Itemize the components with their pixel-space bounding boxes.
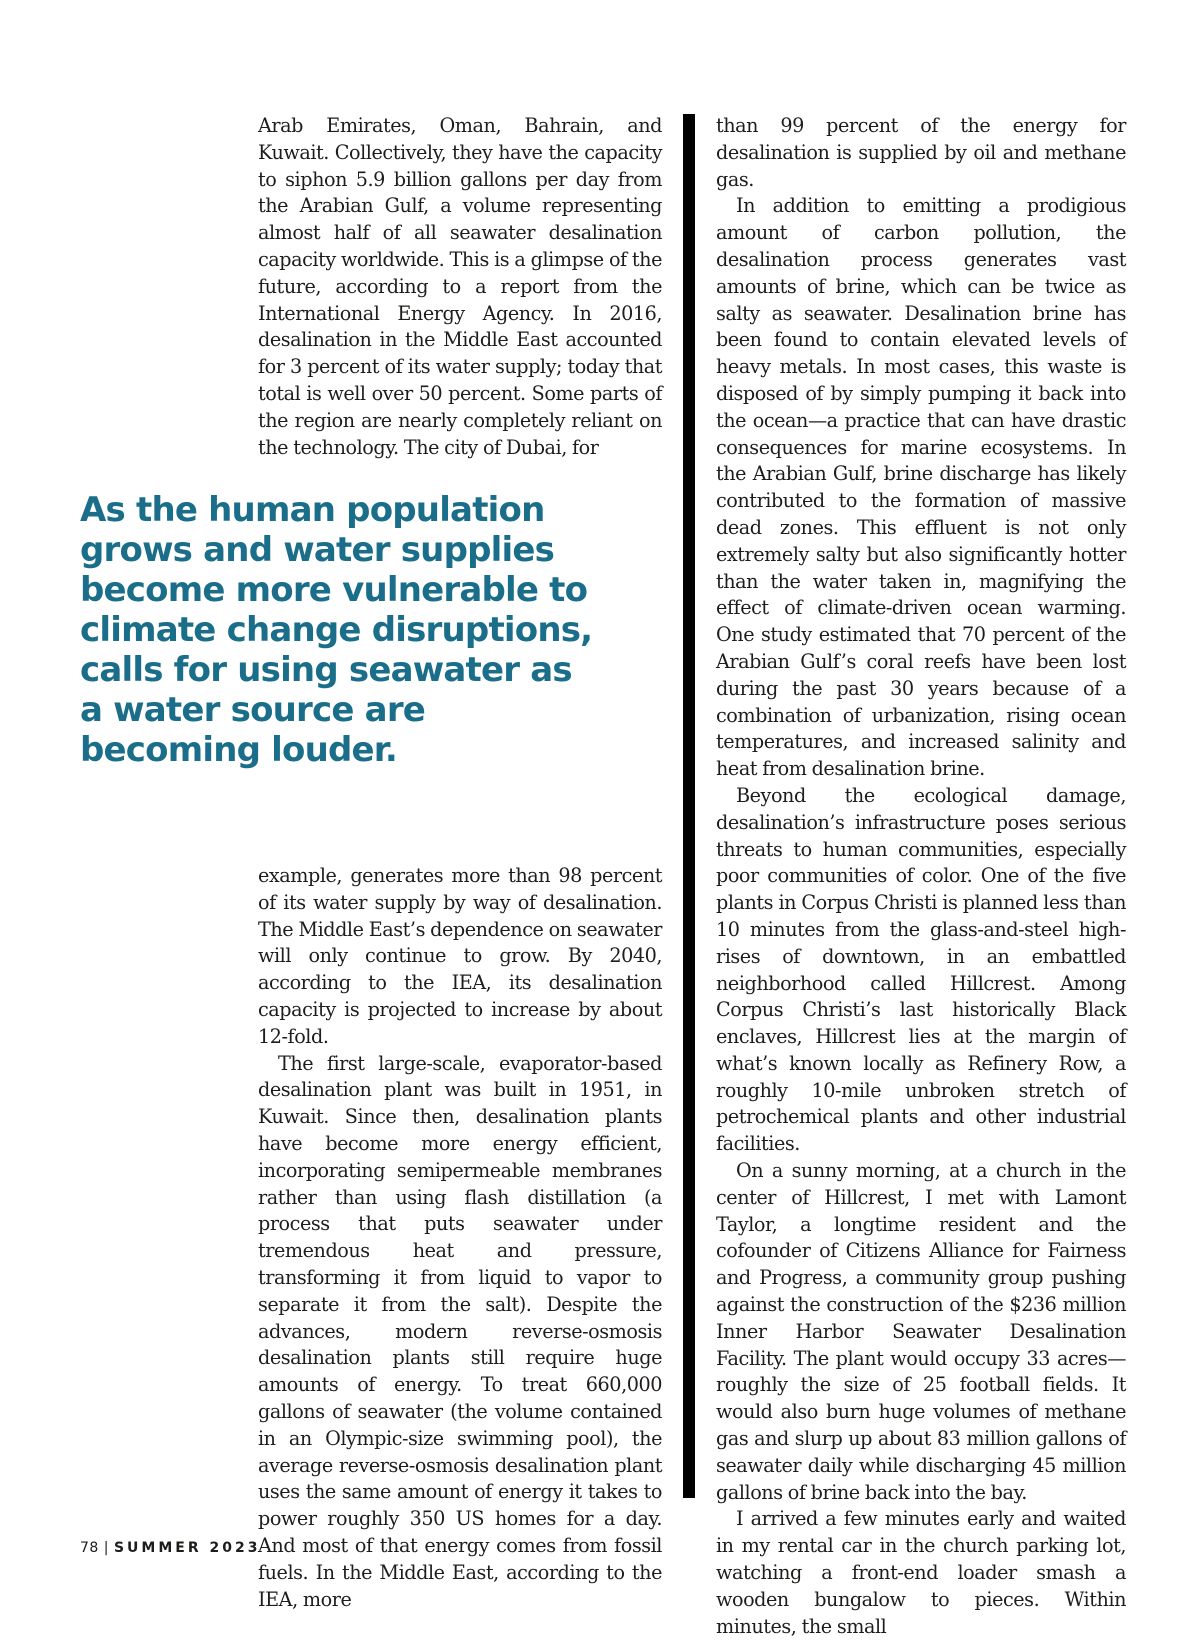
column-divider-rule [683, 114, 695, 1498]
article-column-right [716, 113, 1126, 1640]
paragraph: I arrived a few minutes early and waited in my rental car in the church parking lot, watching a front-end loader smash a wooden bungalow to pieces. Within minutes, the small [716, 1507, 1126, 1638]
page-footer [80, 1540, 260, 1556]
pull-quote: As the human population grows and water supplies become more vulnerable to climate change disruptions, calls for using seawater as a water source are becoming louder. [80, 490, 593, 770]
page-number: 78 [80, 1540, 99, 1556]
article-column-left-top [258, 113, 662, 461]
paragraph: Beyond the ecological damage, desalination’s infrastructure poses serious threats to human communities, especially poor communities of color. One of the five plants in Corpus Christi is planned less than 10 minutes from the glass-and-steel high-rises of downtown, in an embattled neighborhood called Hillcrest. Among Corpus Christi’s last historically Black enclaves, Hillcrest lies at the margin of what’s known locally as Refinery Row, a roughly 10-mile unbroken stretch of petrochemical plants and other industrial facilities. [716, 783, 1126, 1156]
paragraph: In addition to emitting a prodigious amount of carbon pollution, the desalination process generates vast amounts of brine, which can be twice as salty as seawater. Desalination brine has been found to contain elevated levels of heavy metals. In most cases, this waste is disposed of by simply pumping it back into the ocean—a practice that can have drastic consequences for marine ecosystems. In the Arabian Gulf, brine discharge has likely contributed to the formation of massive dead zones. This effluent is not only extremely salty but also significantly hotter than the water taken in, magnifying the effect of climate-driven ocean warming. One study estimated that 70 percent of the Arabian Gulf’s coral reefs have been lost during the past 30 years because of a combination of urbanization, rising ocean temperatures, and increased salinity and heat from desalination brine. [716, 194, 1126, 781]
paragraph: Arab Emirates, Oman, Bahrain, and Kuwait. Collectively, they have the capacity to siphon 5.9 billion gallons per day from the Arabian Gulf, a volume representing almost half of all seawater desalination capacity worldwide. This is a glimpse of the future, according to a report from the International Energy Agency. In 2016, desalination in the Middle East accounted for 3 percent of its water supply; today that total is well over 50 percent. Some parts of the region are nearly completely reliant on the technology. The city of Dubai, for [258, 114, 662, 459]
paragraph: example, generates more than 98 percent of its water supply by way of desalination. The Middle East’s dependence on seawater will only continue to grow. By 2040, according to the IEA, its desalination capacity is projected to increase by about 12-fold. [258, 864, 662, 1048]
folio-separator: | [103, 1540, 109, 1556]
issue-label: SUMMER 2023 [113, 1540, 261, 1556]
paragraph: than 99 percent of the energy for desalination is supplied by oil and methane gas. [716, 114, 1126, 191]
article-column-left-bottom [258, 863, 662, 1613]
paragraph: The first large-scale, evaporator-based desalination plant was built in 1951, in Kuwait. Since then, desalination plants have become more energy efficient, incorporating semipermeable membranes rather than using flash distillation (a process that puts seawater under tremendous heat and pressure, transforming it from liquid to vapor to separate it from the salt). Despite the advances, modern reverse-osmosis desalination plants still require huge amounts of energy. To treat 660,000 gallons of seawater (the volume contained in an Olympic-size swimming pool), the average reverse-osmosis desalination plant uses the same amount of energy it takes to power roughly 350 US homes for a day. And most of that energy comes from fossil fuels. In the Middle East, according to the IEA, more [258, 1051, 662, 1611]
paragraph: On a sunny morning, at a church in the center of Hillcrest, I met with Lamont Taylor, a longtime resident and the cofounder of Citizens Alliance for Fairness and Progress, a community group pushing against the construction of the $236 million Inner Harbor Seawater Desalination Facility. The plant would occupy 33 acres—roughly the size of 25 football fields. It would also burn huge volumes of methane gas and slurp up about 83 million gallons of seawater daily while discharging 45 million gallons of brine back into the bay. [716, 1159, 1126, 1504]
